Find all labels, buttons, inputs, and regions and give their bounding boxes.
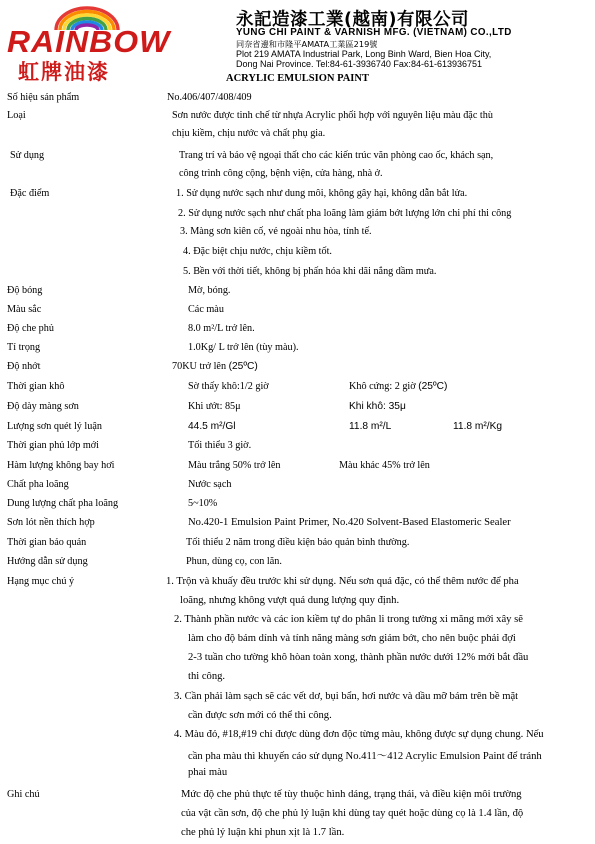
row-label: Chất pha loãng — [7, 479, 69, 490]
row-label: Sử dụng — [10, 150, 45, 161]
row-label: Hướng dẫn sử dụng — [7, 556, 88, 567]
row-value: Các màu — [188, 304, 224, 315]
hard-dry-value: Khô cứng: 2 giờ — [349, 381, 419, 392]
row-label: Dung lượng chất pha loãng — [7, 498, 119, 509]
row-label: Sơn lót nền thích hợp — [7, 517, 95, 528]
row-value: 5~10% — [188, 498, 218, 509]
row-value-line: Trang trí và bảo vệ ngoại thất cho các kiến trúc văn phòng cao ốc, khách sạn, — [179, 150, 494, 161]
precaution-continuation: làm cho độ bám dính và tính năng màng sơn giảm bớt, cho nên buộc phải đợi — [188, 633, 516, 644]
precaution-continuation: cần pha màu thì khuyến cáo sử dụng No.411～412 Acrylic Emulsion Paint để tránh — [188, 751, 542, 762]
row-value-line: Sơn nước được tinh chế từ nhựa Acrylic phối hợp với nguyên liệu màu đặc thù — [172, 110, 493, 121]
row-label: Số hiệu sản phẩm — [7, 92, 80, 103]
company-name-chinese: 永記造漆工業(越南)有限公司 — [236, 10, 469, 30]
precaution-item: 2. Thành phần nước và các ion kiềm tự do phân li trong tường xi măng mới xây sẽ — [174, 614, 523, 625]
logo-wordmark: RAINBOW — [7, 24, 171, 59]
row-value: Tối thiểu 3 giờ. — [188, 440, 252, 451]
logo-chinese-name: 虹牌油漆 — [18, 60, 110, 84]
row-label: Hàm lượng không bay hơi — [7, 460, 115, 471]
row-value: Màu trắng 50% trở lên — [188, 460, 281, 471]
row-value — [172, 361, 258, 372]
row-label: Lượng sơn quét lý luận — [7, 421, 102, 432]
feature-item: 2. Sử dụng nước sạch như chất pha loãng làm giảm bớt lượng lớn chi phí thi công — [178, 208, 512, 219]
document-title: ACRYLIC EMULSION PAINT — [226, 73, 369, 84]
row-value: No.420-1 Emulsion Paint Primer, No.420 Solvent-Based Elastomeric Sealer — [188, 517, 511, 528]
feature-item: 3. Màng sơn kiên cố, vẻ ngoài nhu hòa, tính tế. — [180, 226, 372, 237]
precaution-continuation: cần được sơn mới có thể thi công. — [188, 710, 332, 721]
row-value: Nước sạch — [188, 479, 232, 490]
row-label: Loại — [7, 110, 26, 121]
row-label: Độ che phủ — [7, 323, 54, 334]
precaution-item: 1. Trộn và khuấy đều trước khi sử dụng. Nếu sơn quá đặc, có thể thêm nước để pha — [166, 576, 519, 587]
row-value: 8.0 m²/L trở lên. — [188, 323, 255, 334]
row-label: Độ nhớt — [7, 361, 41, 372]
note-line: của vật cần sơn, độ che phủ lý luận khi dùng tay quét hoặc dùng cọ là 1.4 lần, độ — [181, 808, 524, 819]
row-value: No.406/407/408/409 — [167, 92, 252, 103]
row-label: Ghi chú — [7, 789, 40, 800]
row-value: Khi ướt: 85μ — [188, 401, 241, 412]
feature-item: 1. Sử dụng nước sạch như dung môi, không gây hại, không dẫn bắt lửa. — [176, 188, 468, 199]
precaution-continuation: thi công. — [188, 671, 226, 682]
row-label: Hạng mục chú ý — [7, 576, 75, 587]
row-value: Khi khô: 35μ — [349, 401, 406, 412]
feature-item: 5. Bền với thời tiết, không bị phấn hóa khi dãi nắng dầm mưa. — [183, 266, 437, 277]
viscosity-temp: (25ºC) — [228, 361, 258, 372]
row-value: 44.5 m²/Gl — [188, 421, 236, 432]
note-line: Mức độ che phủ thực tế tùy thuộc hình dáng, trạng thái, và điều kiện môi trường — [181, 789, 522, 800]
feature-item: 4. Đặc biệt chịu nước, chịu kiềm tốt. — [183, 246, 332, 257]
precaution-item: 4. Màu đỏ, #18,#19 chỉ được dùng đơn độc từng màu, không được sự dụng chung. Nếu — [174, 729, 544, 740]
precaution-continuation: 2-3 tuần cho tường khô hòan toàn xong, thành phần nước dưới 12% mới bắt đầu — [188, 652, 529, 663]
row-value: 11.8 m²/Kg — [453, 421, 503, 432]
row-value: Sờ thấy khô:1/2 giờ — [188, 381, 269, 392]
precaution-continuation: loãng, nhưng không vượt quá dung lượng quy định. — [180, 595, 400, 606]
company-address-line-1: Plot 219 AMATA Industrial Park, Long Binh Ward, Bien Hoa City, — [236, 49, 492, 59]
precaution-item: 3. Cần phải làm sạch sẽ các vết dơ, bụi bẩn, hơi nước và dầu mỡ bám trên bề mặt — [174, 691, 519, 702]
row-value: Màu khác 45% trở lên — [339, 460, 430, 471]
precaution-continuation: phai màu — [188, 767, 228, 778]
row-label: Đặc điểm — [10, 188, 50, 199]
row-label: Độ dày màng sơn — [7, 401, 79, 412]
row-label: Thời gian bảo quản — [7, 537, 87, 548]
row-label: Màu sắc — [7, 304, 42, 315]
row-value: Mờ, bóng. — [188, 285, 231, 296]
company-address-line-2: Dong Nai Province. Tel:84-61-3936740 Fax:84-61-613936751 — [236, 59, 483, 69]
row-value: 1.0Kg/ L trở lên (tùy màu). — [188, 342, 299, 353]
row-label: Thời gian khô — [7, 381, 65, 392]
company-address-chinese: 同奈省邊和市隆平AMATA工業區219號 — [236, 39, 378, 49]
row-value: Phun, dùng cọ, con lăn. — [186, 556, 282, 567]
row-value — [349, 381, 447, 392]
note-line: che phủ lý luận khi phun xịt là 1.7 lần. — [181, 827, 345, 838]
row-value: Tối thiểu 2 năm trong điều kiện bảo quản bình thường. — [186, 537, 410, 548]
row-value: 11.8 m²/L — [349, 421, 392, 432]
hard-dry-temp: (25ºC) — [418, 381, 448, 392]
row-label: Tỉ trọng — [7, 342, 41, 353]
row-value-line: chịu kiềm, chịu nước và chất phụ gia. — [172, 128, 326, 139]
row-value-line: công trình công cộng, bệnh viện, cửa hàng, nhà ở. — [179, 168, 383, 179]
row-label: Độ bóng — [7, 285, 43, 296]
row-label: Thời gian phủ lớp mới — [7, 440, 99, 451]
viscosity-value: 70KU trở lên — [172, 361, 229, 372]
company-name-english: YUNG CHI PAINT & VARNISH MFG. (VIETNAM) CO.,LTD — [236, 27, 512, 38]
